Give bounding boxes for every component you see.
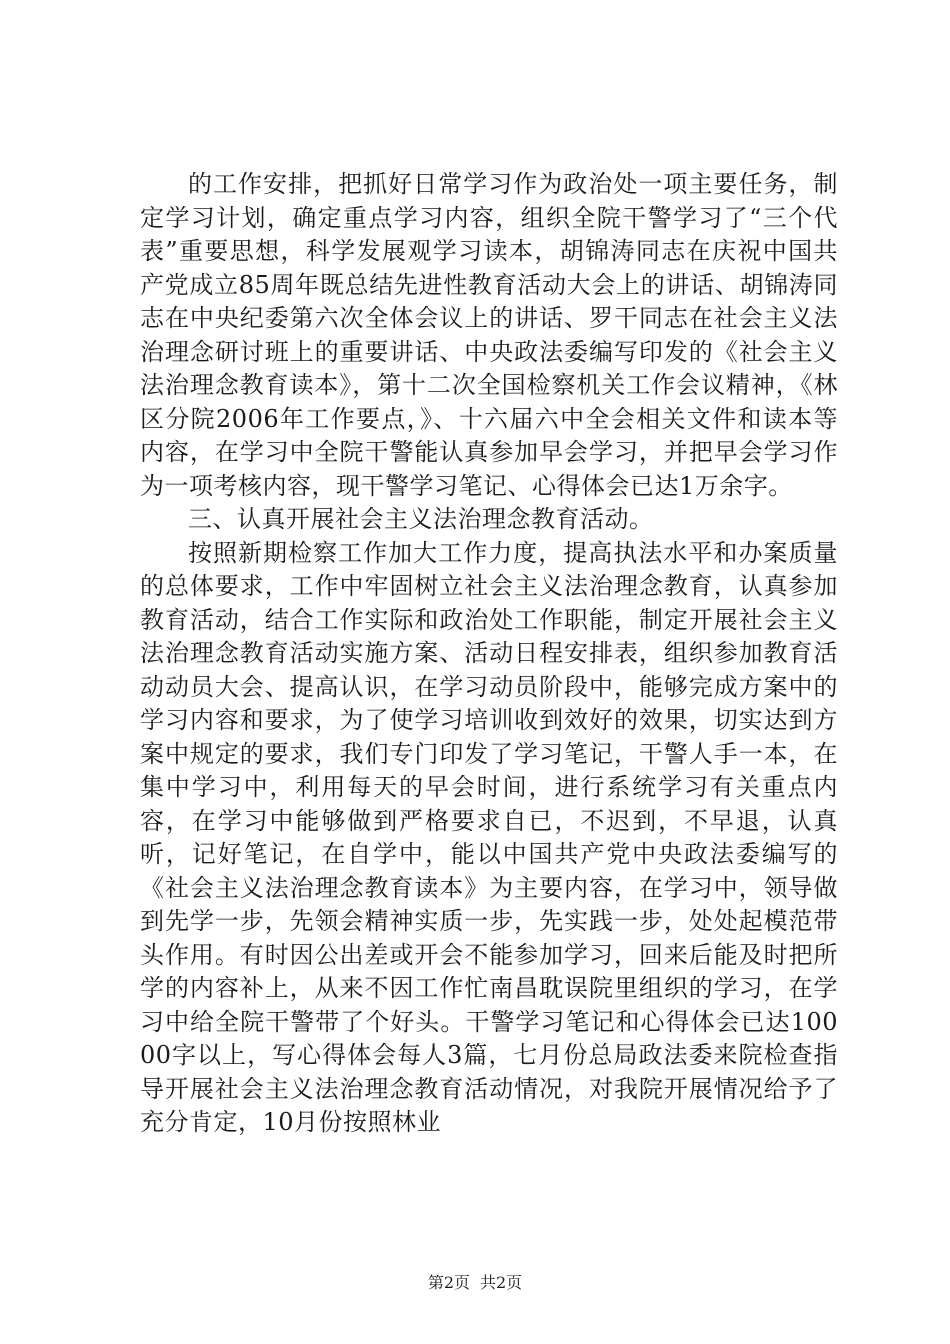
page-number-current: 第2页 <box>427 1273 470 1292</box>
page-footer <box>0 1273 950 1293</box>
body-paragraph-1: 的工作安排，把抓好日常学习作为政治处一项主要任务，制定学习计划，确定重点学习内容，组织全院干警学习了“三个代表”重要思想，科学发展观学习读本，胡锦涛同志在庆祝中国共产党成立85周年既总结先进性教育活动大会上的讲话、胡锦涛同志在中央纪委第六次全体会议上的讲话、罗干同志在社会主义法治理念研讨班上的重要讲话、中央政法委编写印发的《社会主义法治理念教育读本》，第十二次全国检察机关工作会议精神，《林区分院2006年工作要点，》、十六届六中全会相关文件和读本等内容，在学习中全院干警能认真参加早会学习，并把早会学习作为一项考核内容，现干警学习笔记、心得体会已达1万余字。 <box>140 170 838 500</box>
page-number-total: 共2页 <box>480 1273 523 1292</box>
body-paragraph-2: 按照新期检察工作加大工作力度，提高执法水平和办案质量的总体要求，工作中牢固树立社会主义法治理念教育，认真参加教育活动，结合工作实际和政治处工作职能，制定开展社会主义法治理念教育活动实施方案、活动日程安排表，组织参加教育活动动员大会、提高认识，在学习动员阶段中，能够完成方案中的学习内容和要求，为了使学习培训收到效好的效果，切实达到方案中规定的要求，我们专门印发了学习笔记，干警人手一本，在集中学习中，利用每天的早会时间，进行系统学习有关重点内容，在学习中能够做到严格要求自已，不迟到，不早退，认真听，记好笔记，在自学中，能以中国共产党中央政法委编写的《社会主义法治理念教育读本》为主要内容，在学习中，领导做到先学一步，先领会精神实质一步，先实践一步，处处起模范带头作用。有时因公出差或开会不能参加学习，回来后能及时把所学的内容补上，从来不因工作忙南昌耽误院里组织的学习，在学习中给全院干警带了个好头。干警学习笔记和心得体会已达10000字以上，写心得体会每人3篇，七月份总局政法委来院检查指导开展社会主义法治理念教育活动情况，对我院开展情况给予了充分肯定，10月份按照林业 <box>140 538 838 1136</box>
document-body <box>140 168 838 1140</box>
section-heading-3: 三、认真开展社会主义法治理念教育活动。 <box>188 505 654 533</box>
